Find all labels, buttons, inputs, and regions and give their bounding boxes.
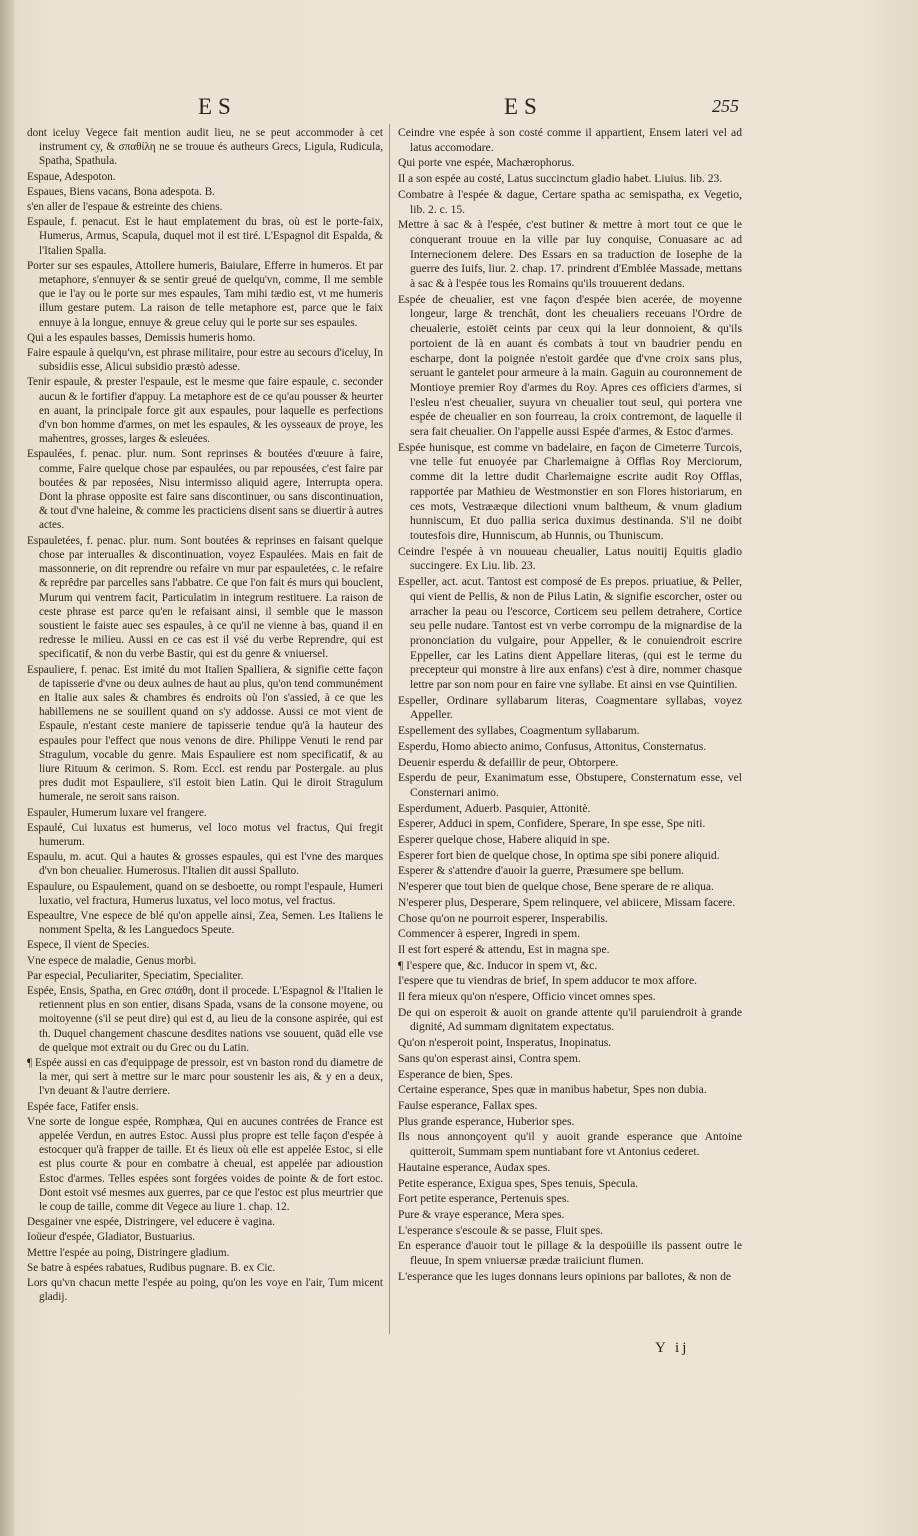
dictionary-entry: s'en aller de l'espaue & estreinte des chiens.: [27, 201, 223, 214]
dictionary-entry: Commencer à esperer, Ingredi in spem.: [398, 927, 581, 941]
dictionary-entry: Espaule, f. penacut. Est le haut emplatement du bras, où est le porte-faix, Humerus, Armus, Scapula, duquel mot il est tiré. L'Espagnol dit Espalda, & l'Italien Spalla.: [27, 216, 383, 257]
dictionary-entry: Sans qu'on esperast ainsi, Contra spem.: [398, 1051, 581, 1065]
dictionary-entry: Esperdu, Homo abiecto animo, Confusus, Attonitus, Consternatus.: [398, 739, 707, 753]
dictionary-entry: Ioüeur d'espée, Gladiator, Bustuarius.: [27, 1231, 196, 1244]
dictionary-entry: Faulse esperance, Fallax spes.: [398, 1099, 538, 1112]
dictionary-entry: Certaine esperance, Spes quæ in manibus habetur, Spes non dubia.: [398, 1083, 707, 1097]
dictionary-entry: L'esperance que les iuges donnans leurs opinions par ballotes, & non de: [398, 1269, 732, 1283]
dictionary-entry: Par especial, Peculiariter, Speciatim, Specialiter.: [27, 969, 244, 982]
running-head-right: ES: [504, 94, 543, 119]
dictionary-entry: Espeller, act. acut. Tantost est composé de Es prepos. priuatiue, & Peller, qui vient de Pellis, & non de Pilus Latin, & signifie escorcher, oster ou arracher la peau ou l'escorce, Corticem seu pellem detrahere, Cortice seu pelle nudare. Tantost est vn verbe corrompu de la mignardise de la prononciation du vulgaire, pour Appeller, & le conuiendroit escrire Eppeller, car les Latins dient Appellare literas, (qui est le terme du precepteur qui monstre à lire aux enfans) c'est à dire, nommer chasque lettre par son nom pour en faire vne syllabe. Et ainsi en vse Quintilien.: [398, 575, 742, 692]
left-column: [27, 126, 383, 1305]
dictionary-entry: Hautaine esperance, Audax spes.: [398, 1160, 551, 1174]
dictionary-entry: Mettre à sac & à l'espée, c'est butiner & mettre à mort tout ce que le conquerant trouue en la ville par luy conquise, Conuasare ac ad Internecionem delere. Des Essars en sa traduction de Iosephe de la guerre des Iuifs, liur. 2. chap. 17. prindrent d'Emblée Massade, mettans à sac & à l'espée tous les Romains qu'ils trouuerent dedans.: [398, 218, 742, 291]
dictionary-entry: I'espere que tu viendras de brief, In spem adducor te mox affore.: [398, 974, 698, 988]
dictionary-entry: Ceindre l'espée à vn nouueau cheualier, Latus nouitij Equitis gladio succingere. Ex Liu. lib. 23.: [398, 544, 742, 573]
dictionary-entry: Esperdument, Aduerb. Pasquier, Attonitè.: [398, 801, 591, 815]
dictionary-entry: Espeller, Ordinare syllabarum literas, Coagmentare syllabas, voyez Appeller.: [398, 693, 742, 722]
dictionary-entry: Espée face, Fatifer ensis.: [27, 1100, 139, 1113]
dictionary-entry: Espée, Ensis, Spatha, en Grec σπάθη, dont il procede. L'Espagnol & l'Italien le retiennent plus en son entier, disans Spada, vsans de la consone moyene, ou moitoyenne (s'il se peut dire) qui est d, au lieu de la consone aspirée, qui est th. Duquel changement chascune desdites nations vse souuent, quād elle vse de quelque mot extrait ou du Grec ou du Latin.: [27, 984, 383, 1054]
dictionary-entry: Esperer & s'attendre d'auoir la guerre, Præsumere spe bellum.: [398, 864, 685, 878]
dictionary-entry: Deuenir esperdu & defaillir de peur, Obtorpere.: [398, 755, 619, 769]
dictionary-entry: Espée de cheualier, est vne façon d'espée bien acerée, de moyenne longeur, large & trenchât, dont les cheualiers receuans l'Ordre de cheualerie, estoiēt ceints par ceux qui la leur donnoient, & qu'ils portoient de là en auant és combats à tout vn baudrier pendu en escharpe, dont la poignée n'estoit gardée que d'vne croix sans plus, seruant le gantelet pour armeure à la main. Gaguin au couronnement de Montioye premier Roy d'armes du Roy. Apres ces officiers d'armes, si l'esleu n'est cheualier, suyura vn cheualier tout seul, qui portera vne espée de cheualier en son fourreau, la croix contremont, de laquelle il sera fait cheualier. On l'appelle aussi Espée d'armes, & Estoc d'armes.: [398, 292, 742, 439]
dictionary-entry: Espaulées, f. penac. plur. num. Sont reprinses & boutées d'œuure à faire, comme, Faire quelque chose par espaulées, ou par repousées, c'est faire par boutées & par reposées, Nisu intermisso aliquid agere, Interrupta opera. Dont la phrase opposite est faire sans discontinuer, ou sans discontinuation, & tout d'vne haleine, & comme les practiciens disent sans se diuertir à autres actes.: [27, 448, 383, 532]
dictionary-entry: Se batre à espées rabatues, Rudibus pugnare. B. ex Cic.: [27, 1261, 276, 1274]
dictionary-entry: Ils nous annonçoyent qu'il y auoit grande esperance que Antoine quitteroit, Summam spem nuntiabant fore vt Antonius cederet.: [398, 1130, 742, 1159]
dictionary-entry: Vne espece de maladie, Genus morbi.: [27, 954, 197, 967]
dictionary-entry: Pure & vraye esperance, Mera spes.: [398, 1207, 565, 1221]
dictionary-entry: Il est fort esperé & attendu, Est in magna spe.: [398, 942, 610, 956]
dictionary-entry: ¶ Espée aussi en cas d'equippage de pressoir, est vn baston rond du diametre de la mer, qui sert à mettre sur le marc pour soustenir les ais, & y en a deux, l'vn deuant & l'autre derriere.: [27, 1057, 383, 1098]
dictionary-entry: Qui a les espaules basses, Demissis humeris homo.: [27, 331, 256, 344]
dictionary-entry: De qui on esperoit & auoit on grande attente qu'il paruiendroit à grande dignité, Ad summam dignitatem expectatus.: [398, 1005, 742, 1034]
dictionary-entry: Espée hunisque, est comme vn badelaire, en façon de Cimeterre Turcois, vne telle fut enuoyée par Charlemaigne à Offlas Roy Merciorum, comme dit la lettre dudit Charlemaigne escrite audit Roy Offlas, rapportée par Mathieu de Westmonstier en son Flores historiarum, en ces mots, Vestrææque dilectioni vnum baltheum, & vnum gladium hunniscum, Et duo pallia serica duximus destinanda. S'il ne doibt toutesfois dire, Hunniscum, ab Hunnis, ou Thuniscum.: [398, 440, 742, 542]
dictionary-entry: Combatre à l'espée & dague, Certare spatha ac semispatha, ex Vegetio, lib. 2. c. 15.: [398, 187, 742, 216]
dictionary-entry: Il fera mieux qu'on n'espere, Officio vincet omnes spes.: [398, 990, 656, 1004]
dictionary-entry: Mettre l'espée au poing, Distringere gladium.: [27, 1246, 230, 1259]
dictionary-entry: Porter sur ses espaules, Attollere humeris, Baiulare, Efferre in humeros. Et par metaphore, s'ennuyer & se sentir greué de quelqu'vn, comme, Il me semble que ie l'ay ou le porte sur mes espaules, Tam mihi tædio est, vt me humeris illum gestare putem. La raison de telle metaphore est, parce que le faix ennuye à la longue, ennuye & greue celuy qui le porte sur ses espaules.: [27, 259, 383, 329]
page-number: 255: [712, 96, 739, 116]
dictionary-entry: Espauletées, f. penac. plur. num. Sont boutées & reprinses en faisant quelque chose par interualles & discontinuation, voyez Espaulées. Mais en fait de massonnerie, on dit reprendre ou refaire vn mur par espauletées, c. le refaire & reprêdre par parcelles sans l'abbatre. Ce que l'on fait és murs qui bouclent, Murum qui ventrem facit, Particulatim in integrum restituere. La raison de ceste phrase est parce qu'en le refaisant ainsi, il semble que le masson soustient le faiste auec ses espaules, à ce qu'il ne vienne à bas, quand il en redresse le milieu. Aussi en ce cas est il vsé du verbe Reprendre, qui est specificatif, & non du verbe Bastir, qui est du genre & vniuersel.: [27, 534, 383, 661]
dictionary-entry: Esperdu de peur, Exanimatum esse, Obstupere, Consternatum esse, vel Consternari animo.: [398, 771, 742, 799]
dictionary-entry: Tenir espaule, & prester l'espaule, est le mesme que faire espaule, c. seconder aucun & le fortifier d'appuy. La metaphore est de ce qu'au pousser & heurter en auant, la principale force git aux espaules, pour laquelle es perfections d'vn bon homme d'armes, on met les espaules, & les oysseaux de proye, les mahentres, grosses, larges & esleuées.: [27, 376, 383, 446]
dictionary-entry: Esperance de bien, Spes.: [398, 1067, 513, 1081]
dictionary-entry: Desgainer vne espée, Distringere, vel educere è vagina.: [27, 1216, 275, 1229]
dictionary-entry: Il a son espée au costé, Latus succinctum gladio habet. Liuius. lib. 23.: [398, 172, 723, 186]
dictionary-entry: Espellement des syllabes, Coagmentum syllabarum.: [398, 724, 640, 738]
dictionary-entry: Qui porte vne espée, Machærophorus.: [398, 156, 575, 170]
dictionary-entry: Qu'on n'esperoit point, Insperatus, Inopinatus.: [398, 1036, 612, 1050]
dictionary-entry: Esperer fort bien de quelque chose, In optima spe sibi ponere aliquid.: [398, 848, 720, 862]
dictionary-entry: Espaulé, Cui luxatus est humerus, vel loco motus vel fractus, Qui fregit humerum.: [27, 821, 383, 848]
dictionary-entry: Espauliere, f. penac. Est imité du mot Italien Spalliera, & signifie cette façon de tapisserie d'vne ou deux aulnes de haut au plus, qu'on tend communément en Italie aux sales & chambres és endroits où l'on s'assied, à ce que les habillemens ne se souillent quand on s'y addosse. Aussi ce mot vient de Espaule, n'estant ceste maniere de tapisserie tendue qu'à la hauteur des espaules pour l'effect que nous venons de dire. Philippe Venuti le rend par Stragulum, vocable du genre. Mais Espauliere est nom specificatif, & au liure Rituum & cerimon. S. Rom. Eccl. est rendu par Postergale. au plus pres dudit mot Espauliere, s'il estoit bien Latin. Qui le diroit Stragulum humerale, ne seroit sans raison.: [27, 663, 383, 804]
dictionary-entry: Fort petite esperance, Pertenuis spes.: [398, 1192, 570, 1206]
dictionary-entry: Espaulu, m. acut. Qui a hautes & grosses espaules, qui est l'vne des marques d'vn bon cheualier. Humerosus. l'Italien dit aussi Spalluto.: [27, 851, 383, 878]
dictionary-entry: dont iceluy Vegece fait mention audit lieu, ne se peut accommoder à cet instrument cy, & σπαθίλη ne se trouue és autheurs Grecs, Ligula, Rudicula, Spatha, Spathula.: [27, 127, 383, 168]
dictionary-entry: Espaues, Biens vacans, Bona adespota. B.: [27, 185, 215, 198]
dictionary-entry: Espaue, Adespoton.: [27, 170, 116, 183]
dictionary-entry: Espaulure, ou Espaulement, quand on se desboette, ou rompt l'espaule, Humeri luxatio, vel fractura, Humerus luxatus, vel loco motus, vel fractus.: [27, 880, 383, 907]
dictionary-entry: N'esperer plus, Desperare, Spem relinquere, vel abiicere, Missam facere.: [398, 895, 736, 909]
running-head-left: ES: [198, 94, 237, 119]
dictionary-entry: Vne sorte de longue espée, Romphæa, Qui en aucunes contrées de France est appelée Verdun, en autres Estoc. Aussi plus propre est telle façon d'espée à estocquer qu'à frapper de taille. Et és lieux où elle est appelée Estoc, si elle est plus courte & pour en combatre à cheual, est appelée par adioustion Estoc d'armes. Telles espées sont forgées voides de pointe & de fort estoc. Dont estoit vsé mesmes aux guerres, par ce que l'estoc est plus meurtrier que le coup de taille, comme dit Vegece au liure 1. chap. 12.: [27, 1115, 383, 1214]
dictionary-entry: Ceindre vne espée à son costé comme il appartient, Ensem lateri vel ad latus accomodare.: [398, 126, 742, 154]
right-column: [398, 126, 742, 1285]
dictionary-entry: Espece, Il vient de Species.: [27, 939, 150, 952]
signature-mark: Y ij: [655, 1340, 690, 1356]
dictionary-entry: Espeaultre, Vne espece de blé qu'on appelle ainsi, Zea, Semen. Les Italiens le nomment Spelta, & les Languedocs Speute.: [27, 909, 383, 937]
dictionary-entry: Esperer, Adduci in spem, Confidere, Sperare, In spe esse, Spe niti.: [398, 817, 706, 831]
column-divider: [389, 124, 390, 1334]
dictionary-entry: Lors qu'vn chacun mette l'espée au poing, qu'on les voye en l'air, Tum micent gladij.: [27, 1277, 383, 1304]
dictionary-entry: Chose qu'on ne pourroit esperer, Insperabilis.: [398, 911, 608, 925]
dictionary-entry: Faire espaule à quelqu'vn, est phrase militaire, pour estre au secours d'iceluy, In subsidiis esse, Alicui subsidio præstò adesse.: [27, 347, 383, 374]
dictionary-entry: L'esperance s'escoule & se passe, Fluit spes.: [398, 1223, 604, 1237]
dictionary-entry: Plus grande esperance, Huberior spes.: [398, 1114, 575, 1128]
dictionary-entry: Petite esperance, Exigua spes, Spes tenuis, Specula.: [398, 1176, 639, 1190]
dictionary-entry: Espauler, Humerum luxare vel frangere.: [27, 806, 207, 819]
binding-gutter: [0, 0, 14, 1536]
dictionary-entry: Esperer quelque chose, Habere aliquid in spe.: [398, 833, 610, 847]
dictionary-entry: N'esperer que tout bien de quelque chose, Bene sperare de re aliqua.: [398, 880, 714, 894]
dictionary-entry: En esperance d'auoir tout le pillage & la despoüille ils passent outre le fleuue, In spem vniuersæ prædæ traiiciunt flumen.: [398, 1239, 742, 1268]
dictionary-entry: ¶ I'espere que, &c. Inducor in spem vt, &c.: [398, 958, 598, 972]
